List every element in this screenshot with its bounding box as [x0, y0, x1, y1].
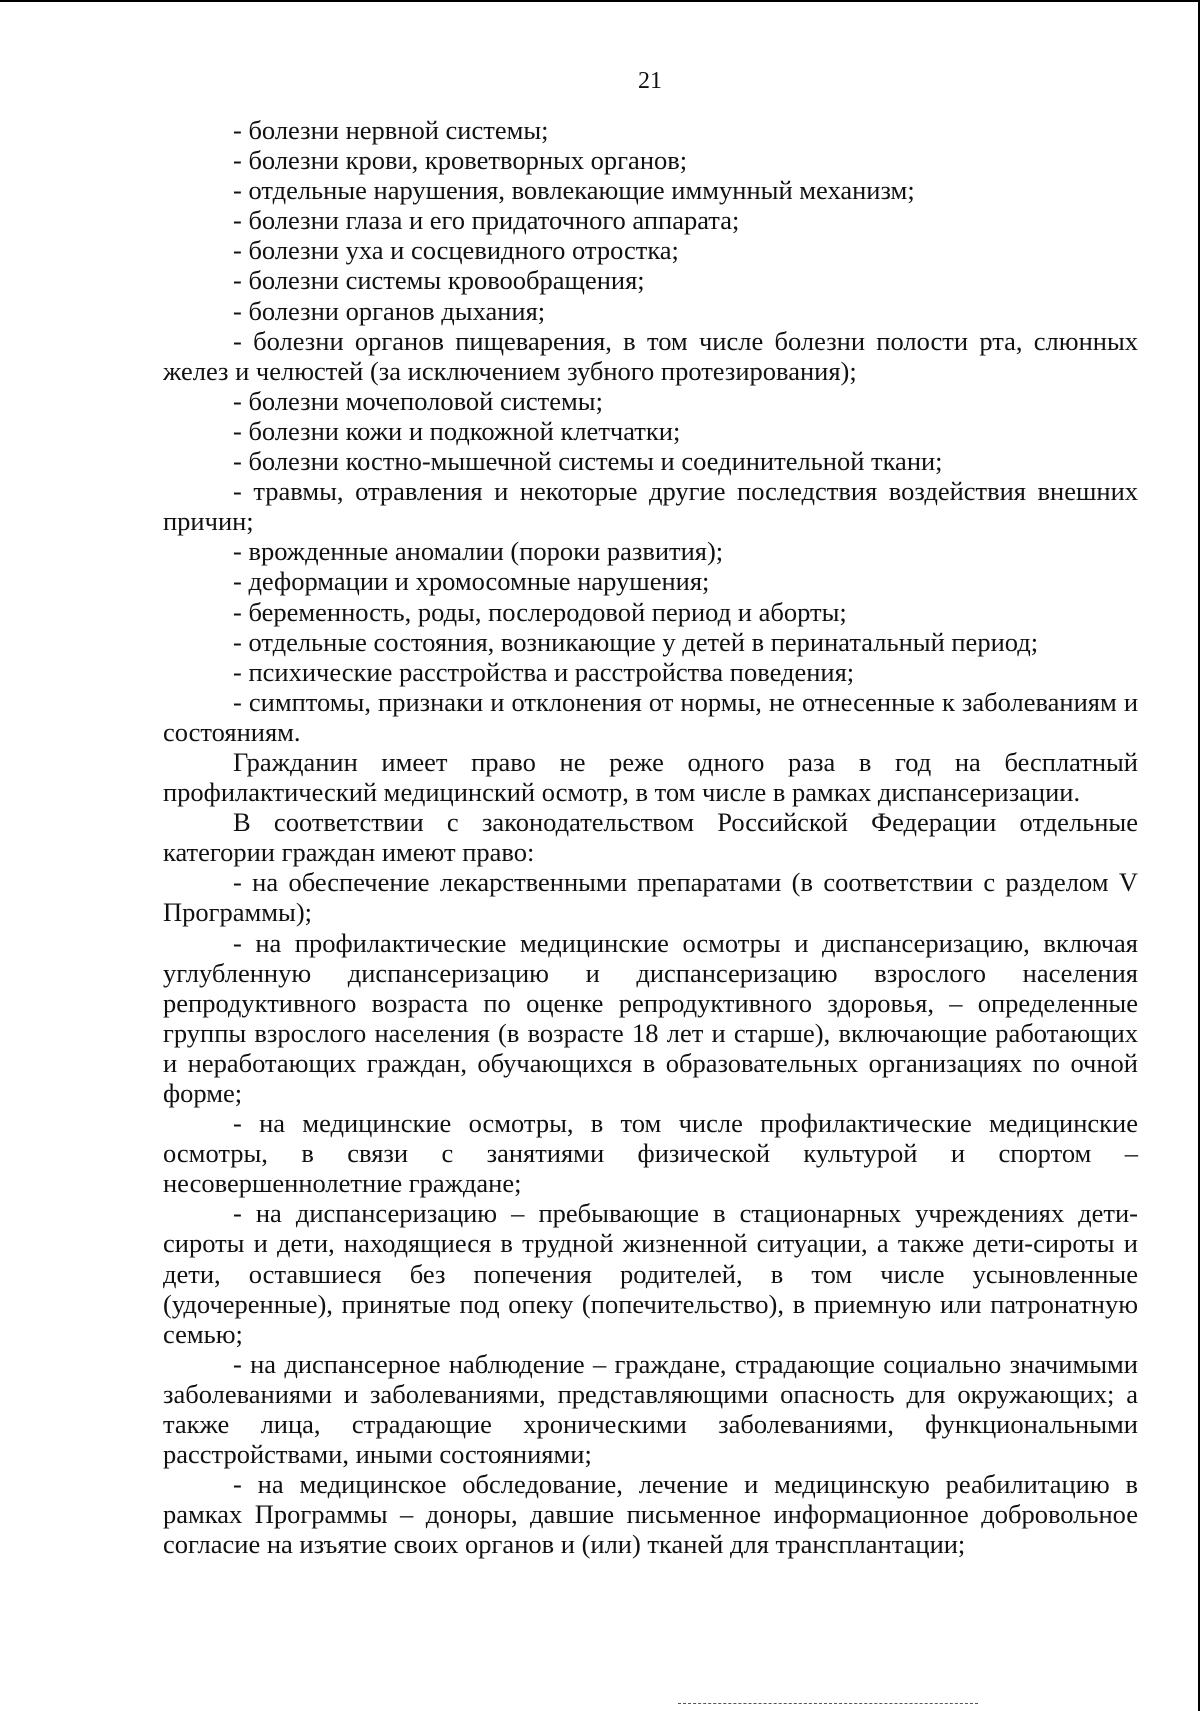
- paragraph: - болезни кожи и подкожной клетчатки;: [233, 415, 681, 446]
- paragraph: Гражданин имеет право не реже одного раза в год на бесплатный профилактический медицинский осмотр, в том числе в рамках диспансеризации.: [163, 746, 1138, 808]
- paragraph: - на диспансерное наблюдение – граждане, страдающие социально значимыми заболеваниями и заболеваниями, представляющими опасность для окружающих; а также лица, страдающие хроническими заболеваниями, функциональными расстройствами, иными состояниями;: [163, 1348, 1138, 1470]
- paragraph: - отдельные нарушения, вовлекающие иммунный механизм;: [233, 175, 915, 206]
- paragraph: - беременность, роды, послеродовой период и аборты;: [233, 596, 847, 627]
- paragraph: - деформации и хромосомные нарушения;: [233, 566, 710, 597]
- page-number: 21: [638, 68, 662, 94]
- paragraph: - болезни костно-мышечной системы и соединительной ткани;: [233, 446, 943, 477]
- paragraph: - болезни крови, кроветворных органов;: [233, 145, 688, 176]
- paragraph: - болезни нервной системы;: [233, 115, 549, 145]
- paragraph: - болезни органов пищеварения, в том числе болезни полости рта, слюнных желез и челюстей (за исключением зубного протезирования);: [163, 325, 1138, 386]
- paragraph: - болезни глаза и его придаточного аппарата;: [233, 205, 740, 236]
- paragraph: - на обеспечение лекарственными препаратами (в соответствии с разделом V Программы);: [163, 867, 1138, 928]
- paragraph: - травмы, отравления и некоторые другие последствия воздействия внешних причин;: [163, 476, 1138, 537]
- paragraph: - симптомы, признаки и отклонения от нормы, не отнесенные к заболеваниям и состояниям.: [163, 686, 1138, 747]
- document-body: [163, 115, 1138, 1560]
- paragraph: - болезни системы кровообращения;: [233, 265, 645, 296]
- paragraph: - на диспансеризацию – пребывающие в стационарных учреждениях дети-сироты и дети, находящиеся в трудной жизненной ситуации, а также дети-сироты и дети, оставшиеся без попечения родителей, в том числе усыновленные (удочеренные), принятые под опеку (попечительство), в приемную или патронатную семью;: [163, 1198, 1138, 1349]
- paragraph: - отдельные состояния, возникающие у детей в перинатальный период;: [233, 626, 1039, 657]
- paragraph: - психические расстройства и расстройства поведения;: [233, 656, 855, 687]
- paragraph: - врожденные аномалии (пороки развития);: [233, 536, 724, 567]
- paragraph: - болезни органов дыхания;: [233, 295, 546, 326]
- scan-artifact-line: [678, 1703, 978, 1704]
- paragraph: - болезни мочеполовой системы;: [233, 385, 603, 416]
- paragraph: - болезни уха и сосцевидного отростка;: [233, 235, 679, 266]
- paragraph: В соответствии с законодательством Российской Федерации отдельные категории граждан имеют право:: [163, 807, 1138, 868]
- paragraph: - на медицинское обследование, лечение и медицинскую реабилитацию в рамках Программы – доноры, давшие письменное информационное добровольное согласие на изъятие своих органов и (или) тканей для трансплантации;: [163, 1469, 1138, 1560]
- paragraph: - на профилактические медицинские осмотры и диспансеризацию, включая углубленную диспансеризацию и диспансеризацию взрослого населения репродуктивного возраста по оценке репродуктивного здоровья, – определенные группы взрослого населения (в возрасте 18 лет и старше), включающие работающих и неработающих граждан, обучающихся в образовательных организациях по очной форме;: [163, 927, 1138, 1108]
- paragraph: - на медицинские осмотры, в том числе профилактические медицинские осмотры, в связи с занятиями физической культурой и спортом – несовершеннолетние граждане;: [163, 1108, 1138, 1199]
